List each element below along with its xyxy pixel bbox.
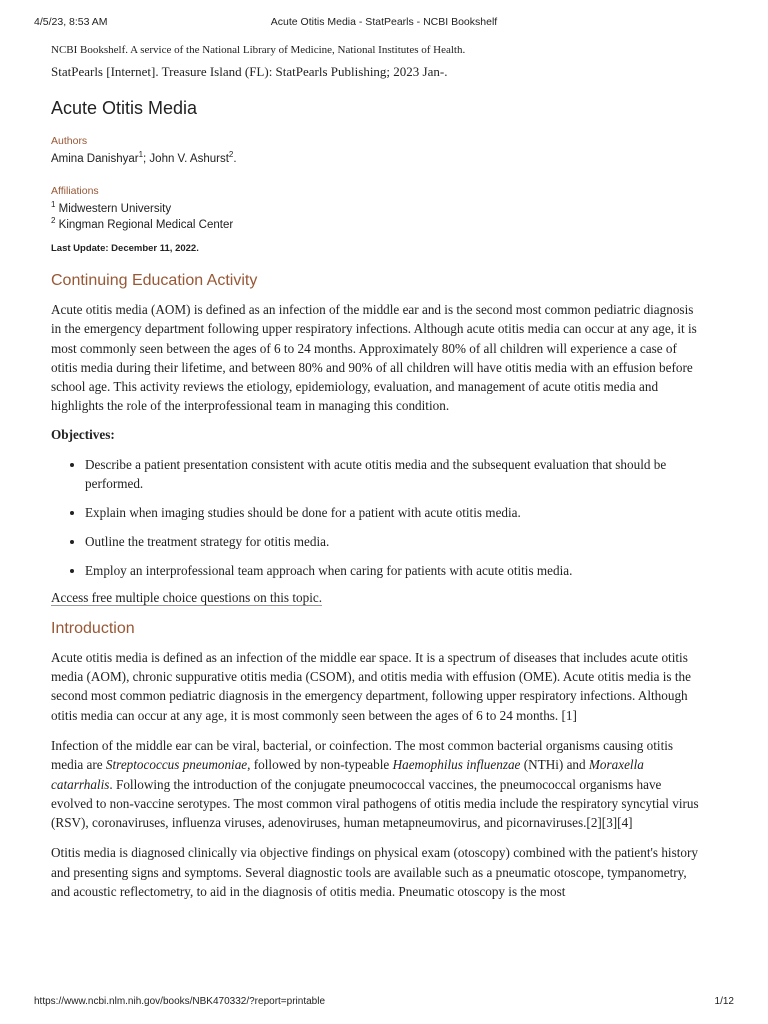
- affiliation-sup: 1: [51, 200, 56, 210]
- text-run: , followed by non-typeable: [247, 757, 393, 773]
- author-separator: .: [233, 153, 237, 165]
- author-sup: 1: [138, 150, 144, 160]
- last-update: Last Update: December 11, 2022.: [51, 243, 199, 254]
- affiliation-name: Midwestern University: [58, 203, 172, 215]
- affiliation-sup: 2: [51, 216, 56, 226]
- authors-label[interactable]: Authors: [51, 135, 88, 147]
- objective-item: • Describe a patient presentation consistent with acute otitis media and the subsequent evaluation that should be performed.: [85, 455, 705, 493]
- affiliation-item: [51, 216, 705, 231]
- affiliation-name: Kingman Regional Medical Center: [58, 219, 234, 231]
- objective-item: • Outline the treatment strategy for otitis media.: [85, 532, 705, 551]
- print-date: 4/5/23, 8:53 AM: [34, 16, 108, 28]
- questions-link[interactable]: Access free multiple choice questions on this topic.: [51, 589, 323, 605]
- objective-item: • Employ an interprofessional team approach when caring for patients with acute otitis media.: [85, 561, 705, 580]
- text-run: Infection of the middle ear can be viral, bacterial, or coinfection. The most common bacterial organisms causing otitis media are: [51, 737, 674, 773]
- section-heading-continuing-education: Continuing Education Activity: [51, 272, 258, 289]
- page-number: 1/12: [714, 996, 734, 1007]
- print-header: [34, 16, 734, 30]
- document-content: [51, 44, 705, 912]
- ce-paragraph: Acute otitis media (AOM) is defined as an infection of the middle ear and is the second most common pediatric diagnosis in the emergency department following upper respiratory infections. Although acute otitis media can occur at any age, it is most commonly seen between the ages of 6 to 24 months. Approximately 80% of all children will experience a case of otitis media during their lifetime, and between 80% and 90% of all children will have otitis media with an effusion before school age. This activity reviews the etiology, epidemiology, evaluation, and management of acute otitis media and highlights the role of the interprofessional team in managing this condition.: [51, 302, 697, 414]
- print-page-title: Acute Otitis Media - StatPearls - NCBI Bookshelf: [270, 16, 498, 28]
- organism-name: Moraxella catarrhalis: [51, 757, 644, 792]
- intro-paragraph-1: Acute otitis media is defined as an infection of the middle ear space. It is a spectrum of diseases that includes acute otitis media (AOM), chronic suppurative otitis media (CSOM), and otitis media with effusion (OME). Acute otitis media is the second most common pediatric diagnosis in the emergency department, following upper respiratory infections. Although otitis media can occur at any age, it is most commonly seen between the ages of 6 to 24 months. [1]: [51, 649, 691, 723]
- section-heading-introduction: Introduction: [51, 619, 135, 637]
- organism-name: Haemophilus influenzae: [392, 757, 521, 773]
- affiliation-list: [51, 200, 705, 231]
- ncbi-service-line: NCBI Bookshelf. A service of the National Library of Medicine, National Institutes of Health.: [51, 44, 466, 56]
- author-name[interactable]: John V. Ashurst: [149, 153, 229, 165]
- citation: StatPearls [Internet]. Treasure Island (FL): StatPearls Publishing; 2023 Jan-.: [51, 64, 448, 79]
- objective-item: • Explain when imaging studies should be done for a patient with acute otitis media.: [85, 503, 705, 522]
- objectives-list: [51, 455, 705, 580]
- page-title: Acute Otitis Media: [51, 98, 198, 118]
- print-url: https://www.ncbi.nlm.nih.gov/books/NBK470332/?report=printable: [34, 996, 326, 1007]
- author-separator: ;: [143, 153, 150, 165]
- affiliation-item: [51, 200, 705, 215]
- objectives-label: Objectives:: [51, 426, 115, 442]
- print-footer: [34, 996, 734, 1010]
- intro-paragraph-3: Otitis media is diagnosed clinically via objective findings on physical exam (otoscopy) combined with the patient's history and presenting signs and symptoms. Several diagnostic tools are available such as a pneumatic otoscope, tympanometry, and acoustic reflectometry, to aid in the diagnosis of otitis media. Pneumatic otoscopy is the most: [51, 845, 698, 900]
- author-list: [51, 150, 705, 165]
- author-sup: 2: [228, 150, 234, 160]
- author-name[interactable]: Amina Danishyar: [51, 153, 139, 165]
- text-run: . Following the introduction of the conjugate pneumococcal vaccines, the pneumococcal organisms have evolved to non-vaccine serotypes. The most common viral pathogens of otitis media include the respiratory syncytial virus (RSV), coronaviruses, influenza viruses, adenoviruses, human metapneumovirus, and picornaviruses.[2][3][4]: [51, 776, 699, 831]
- affiliations-label[interactable]: Affiliations: [51, 185, 99, 197]
- organism-name: Streptococcus pneumoniae: [105, 757, 248, 773]
- text-run: (NTHi) and: [520, 757, 589, 773]
- questions-link-line: [51, 590, 705, 606]
- intro-paragraph-2: [51, 736, 705, 832]
